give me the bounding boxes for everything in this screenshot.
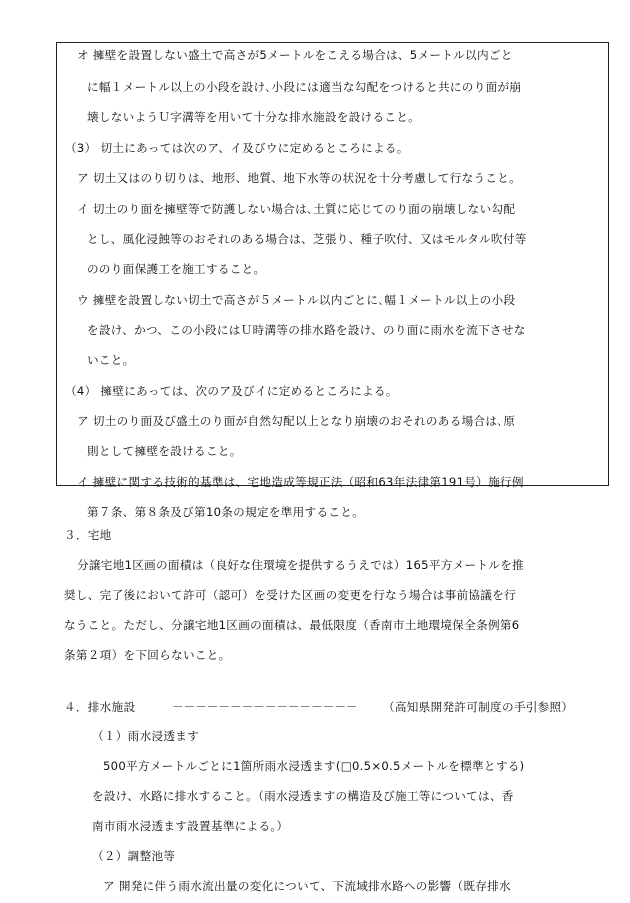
sec3-line-3: なうこと。ただし、分譲宅地1区画の面積は、最低限度（香南市土地環境保全条例第6 [64, 618, 520, 632]
sub-1-line-2: を設け、水路に排水すること。（雨水浸透ますの構造及び施工等については、香 [92, 789, 514, 803]
sec3-line-4: 条第２項）を下回らないこと。 [64, 648, 231, 662]
item-3a: ア 切土又はのり切りは、地形、地質、地下水等の状況を十分考慮して行なうこと。 [77, 171, 522, 185]
item-o-line-1: オ 擁壁を設置しない盛土で高さが5メートルをこえる場合は、5メートル以内ごと [77, 48, 513, 62]
sub-1-line-3: 南市雨水浸透ます設置基準による。） [92, 819, 289, 833]
sub-1-heading: （１）雨水浸透ます [92, 729, 200, 743]
reference-note: （高知県開発許可制度の手引参照） [383, 700, 574, 714]
heading-3-takuchi: ３．宅地 [64, 528, 112, 542]
sub-2-line-1: ア 開発に伴う雨水流出量の変化について、下流域排水路への影響（既存排水 [103, 879, 511, 893]
item-4a-line-1: ア 切土のり面及び盛土のり面が自然勾配以上となり崩壊のおそれのある場合は､原 [77, 414, 516, 428]
item-3i-line-1: イ 切土のり面を擁壁等で防護しない場合は､土質に応じてのり面の崩壊しない勾配 [77, 202, 516, 216]
item-3i-line-2: とし、風化浸蝕等のおそれのある場合は、芝張り、種子吹付、又はモルタル吹付等 [87, 232, 527, 246]
item-o-line-3: 壊しないようＵ字溝等を用いて十分な排水施設を設けること。 [87, 110, 421, 124]
section-3-heading: （3） 切土にあっては次のア、イ及びウに定めるところによる。 [65, 141, 409, 155]
item-3u-line-1: ウ 擁壁を設置しない切土で高さが５メートル以内ごとに､幅１メートル以上の小段 [77, 293, 516, 307]
sub-1-line-1: 500平方メートルごとに1箇所雨水浸透ます(□0.5×0.5メートルを標準とする) [103, 759, 525, 773]
item-3u-line-2: を設け、かつ、この小段にはＵ時溝等の排水路を設け、のり面に雨水を流下させな [87, 323, 526, 337]
item-o-line-2: に幅１メートル以上の小段を設け､小段には適当な勾配をつけると共にのり面が崩 [87, 80, 522, 94]
sec3-line-2: 奨し、完了後において許可（認可）を受けた区画の変更を行なう場合は事前協議を行 [64, 588, 516, 602]
item-3i-line-3: ののり面保護工を施工すること。 [87, 262, 266, 276]
dash-leader: －－－－－－－－－－－－－－－－ [172, 700, 358, 714]
sub-2-heading: （２）調整池等 [92, 849, 176, 863]
sec3-line-1: 分譲宅地1区画の面積は（良好な住環境を提供するうえでは）165平方メートルを推 [77, 558, 524, 572]
item-3u-line-3: いこと。 [87, 353, 135, 367]
heading-4-haisui: ４．排水施設 [64, 700, 136, 714]
item-4a-line-2: 則として擁壁を設けること。 [87, 444, 242, 458]
section-4-heading: （4） 擁壁にあっては、次のア及びイに定めるところによる。 [65, 384, 398, 398]
item-4i-line-1: イ 擁壁に関する技術的基準は、宅地造成等規正法（昭和63年法律第191号）施行例 [77, 475, 524, 489]
item-4i-line-2: 第７条、第８条及び第10条の規定を準用すること。 [87, 505, 365, 519]
